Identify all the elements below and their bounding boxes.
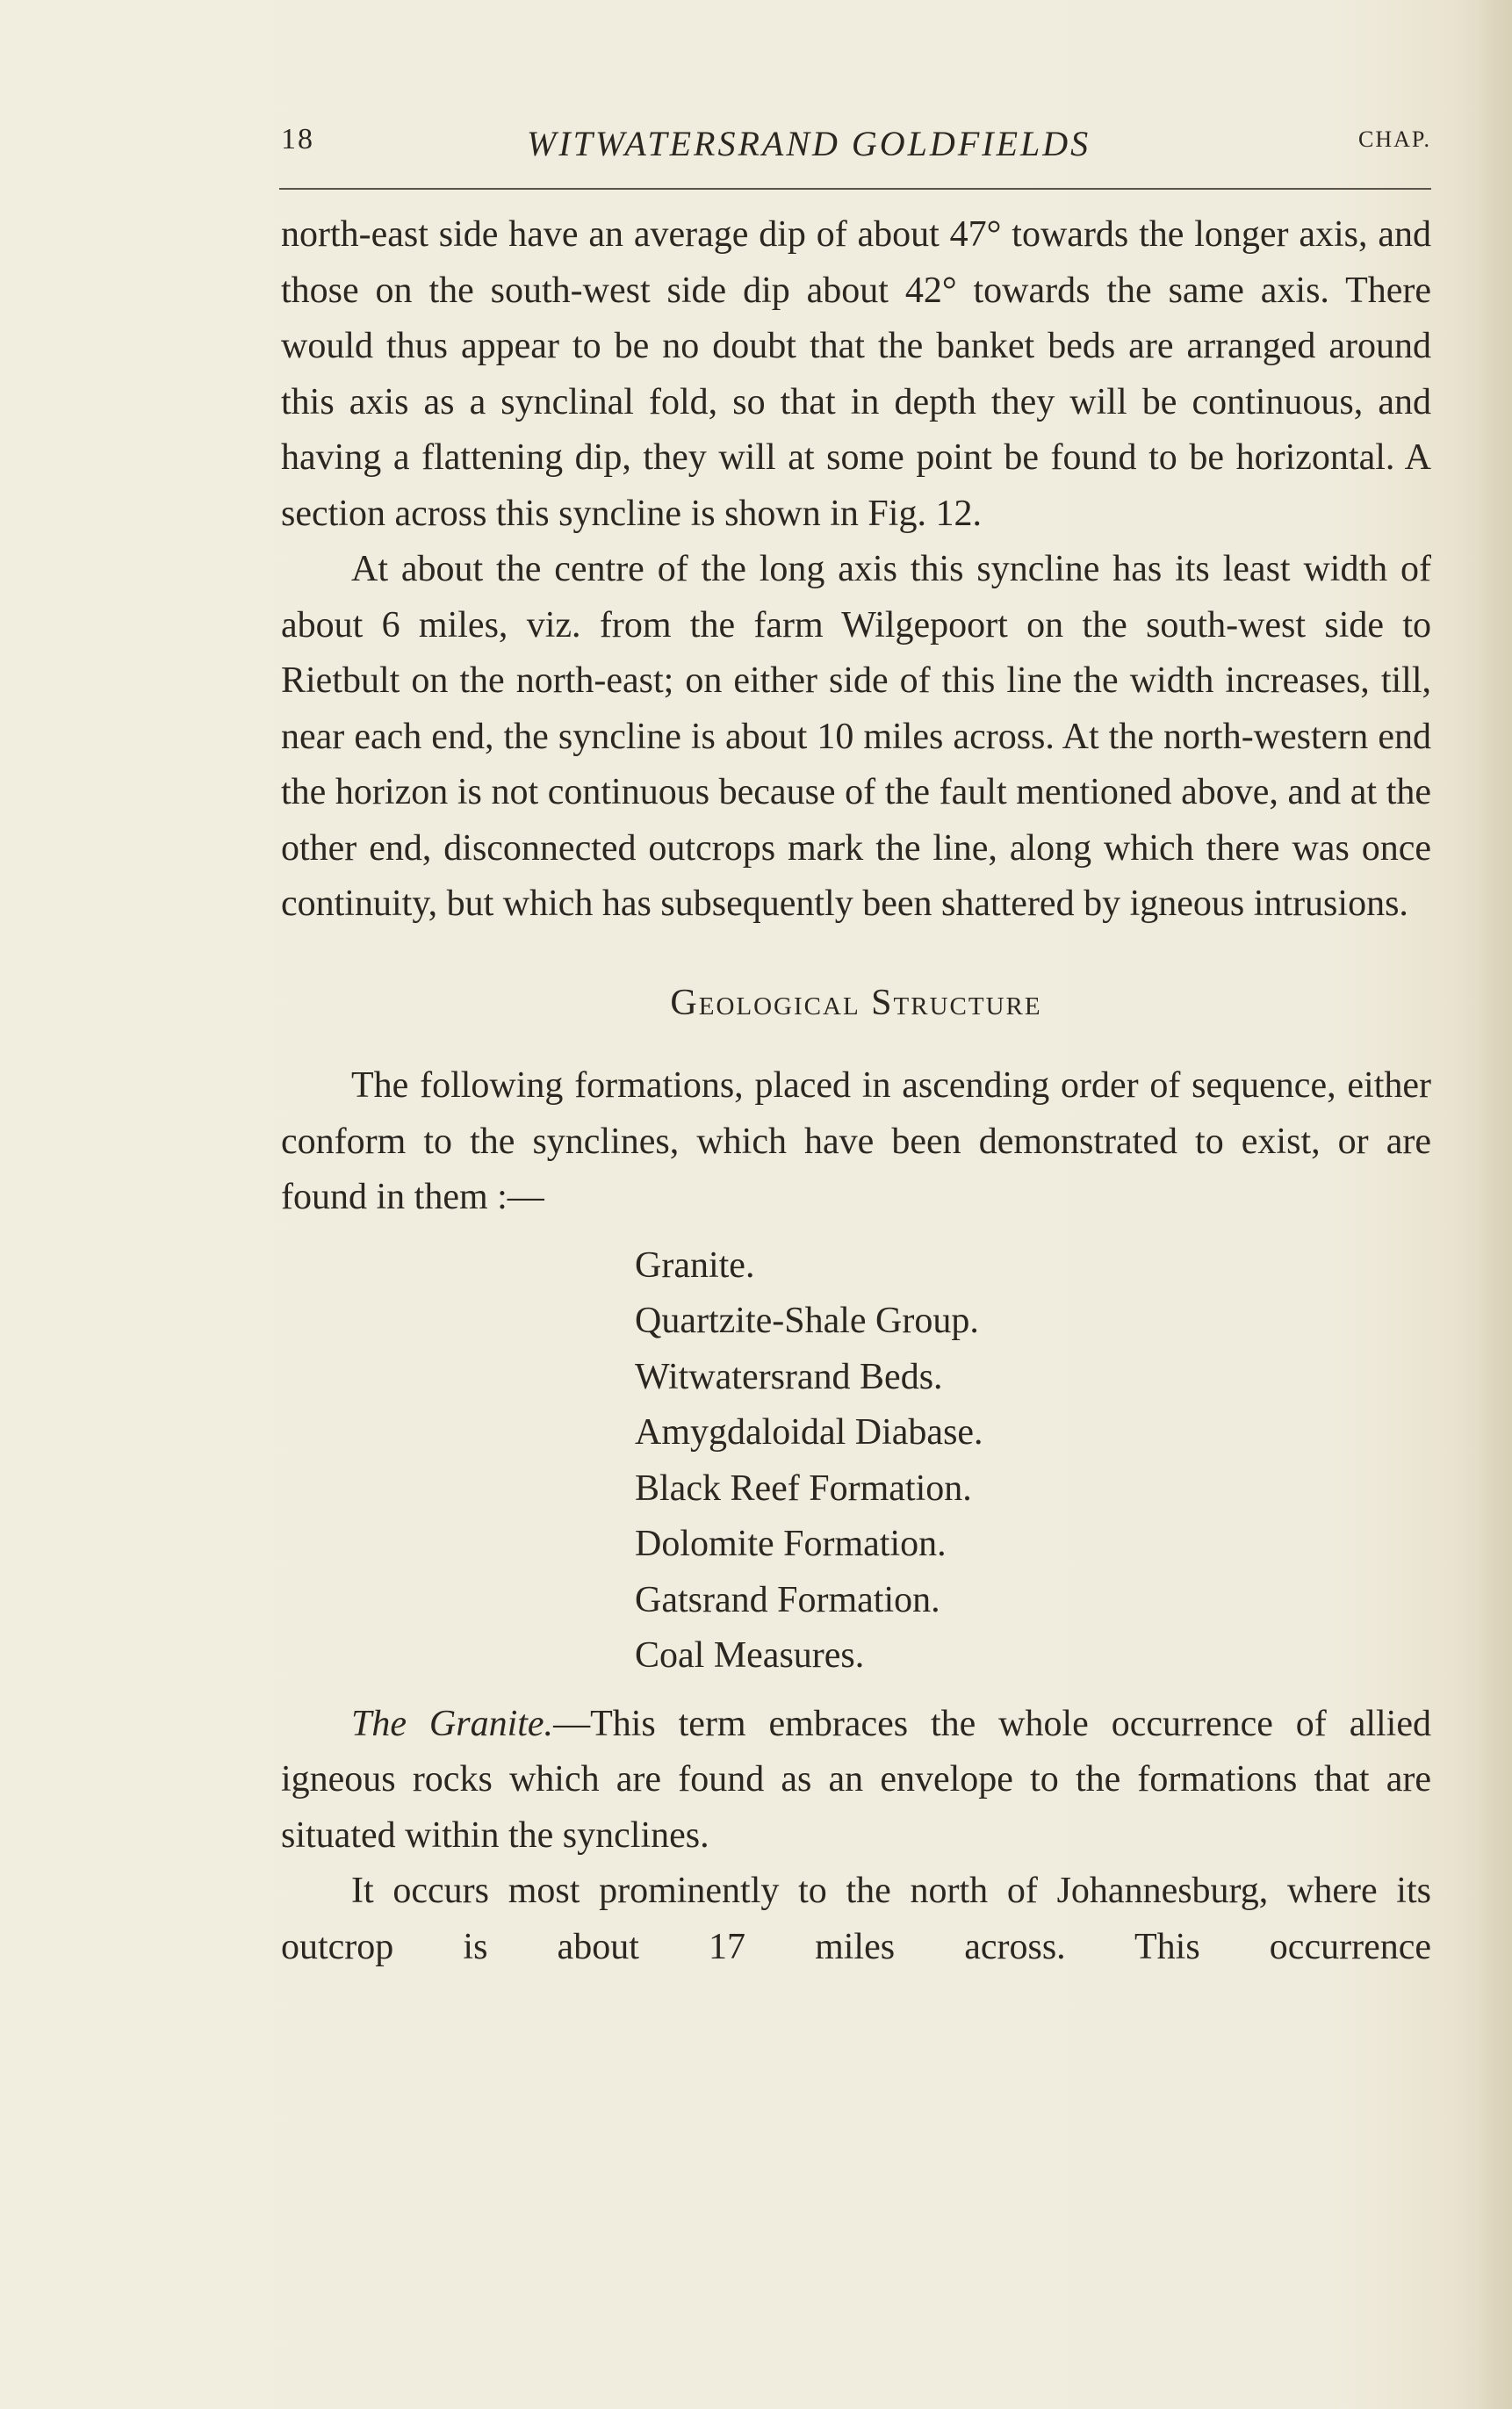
formations-list	[635, 1238, 1431, 1684]
running-head	[281, 123, 1431, 167]
section-heading: Geological Structure	[670, 982, 1042, 1023]
list-item: Dolomite Formation.	[635, 1524, 947, 1564]
paragraph-granite	[281, 1697, 1431, 1864]
chapter-label: CHAP.	[1358, 126, 1431, 152]
page-edge-shadow	[1477, 0, 1512, 2409]
list-item: Gatsrand Formation.	[635, 1579, 940, 1620]
header-rule	[279, 188, 1431, 190]
page-number: 18	[281, 123, 314, 155]
paragraph-continuation: north-east side have an average dip of about 47° towards the longer axis, and those on the south-west side dip about 42° towards the same axis. There would thus appear to be no doubt that the banket beds are arranged around this axis as a synclinal fold, so that in depth they will be continuous, and having a flattening dip, they will at some point be found to be horizontal. A section across this syncline is shown in Fig. 12.	[281, 214, 1431, 534]
granite-text: —This term embraces the whole occurrence of allied igneous rocks which are found as an envelope to the formations that are situated within the synclines.	[281, 1703, 1431, 1856]
list-item: Quartzite-Shale Group.	[635, 1301, 979, 1341]
paragraph-formations-intro: The following formations, placed in ascending order of sequence, either conform to the synclines, which have been demonstrated to exist, or are found in them :—	[281, 1065, 1431, 1217]
paragraph-syncline-width: At about the centre of the long axis this syncline has its least width of about 6 miles, viz. from the farm Wilgepoort on the south-west side to Rietbult on the north-east; on either side of this line the width increases, till, near each end, the syncline is about 10 miles across. At the north-western end the horizon is not continuous because of the fault mentioned above, and at the other end, disconnected outcrops mark the line, along which there was once continuity, but which has subsequently been shattered by igneous intrusions.	[281, 549, 1431, 924]
list-item: Amygdaloidal Diabase.	[635, 1412, 983, 1453]
list-item: Granite.	[635, 1244, 755, 1286]
paragraph-granite-occurrence: It occurs most prominently to the north of Johannesburg, where its outcrop is about 17 miles across. This occurrence	[281, 1871, 1431, 1967]
list-item: Black Reef Formation.	[635, 1468, 972, 1509]
list-item: Coal Measures.	[635, 1635, 865, 1676]
body-text	[281, 207, 1431, 1975]
granite-run-in-heading: The Granite.	[351, 1703, 554, 1744]
list-item: Witwatersrand Beds.	[635, 1356, 943, 1397]
running-title: WITWATERSRAND GOLDFIELDS	[527, 124, 1091, 163]
